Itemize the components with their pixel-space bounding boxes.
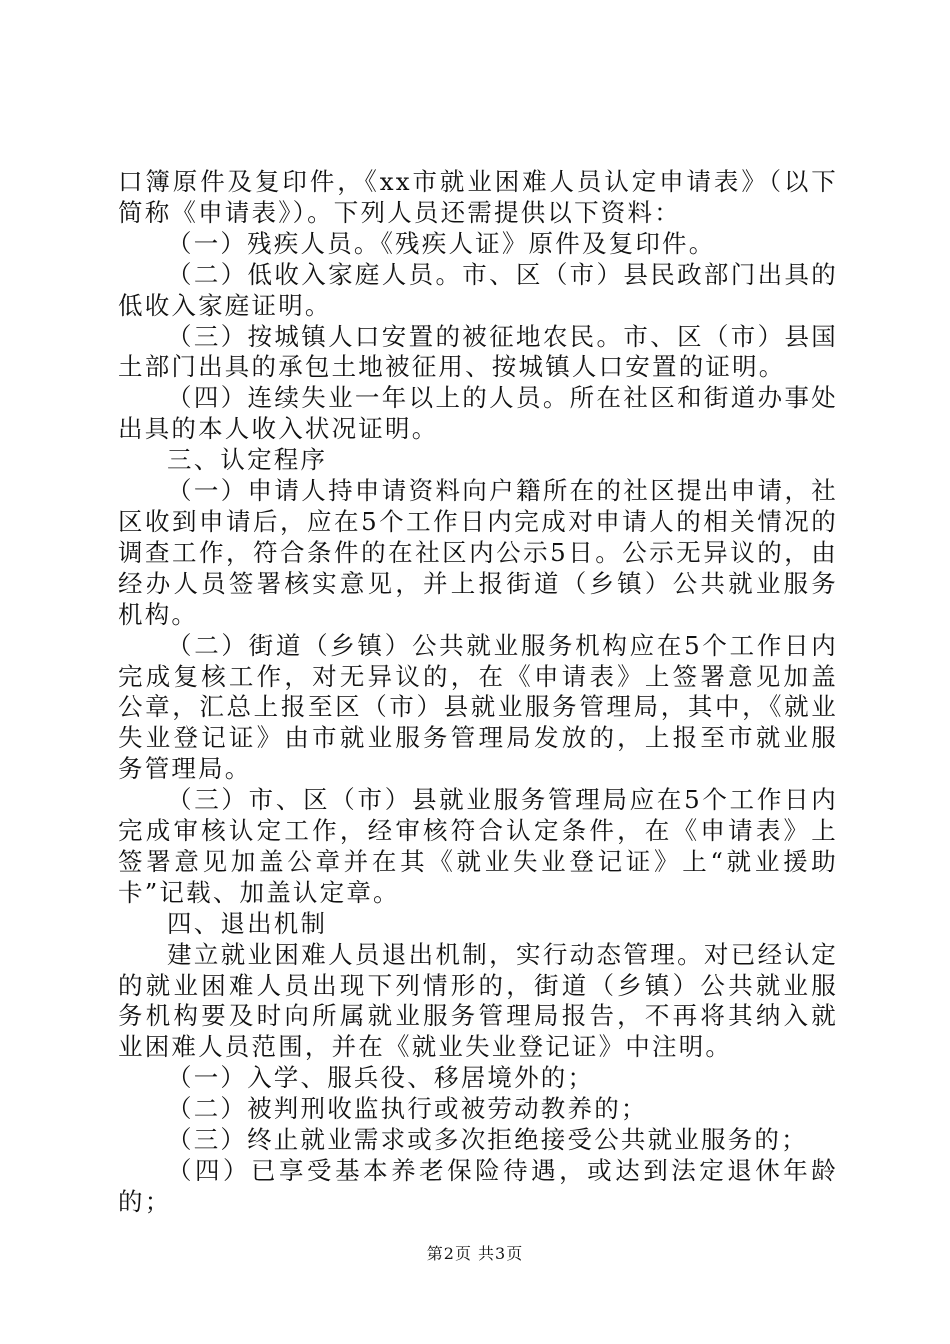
list-item: （四）已享受基本养老保险待遇，或达到法定退休年龄的； [118,1156,838,1216]
paragraph: （三）市、区（市）县就业服务管理局应在5个工作日内完成审核认定工作，经审核符合认定条件，在《申请表》上签署意见加盖公章并在其《就业失业登记证》上“就业援助卡”记载、加盖认定章。 [118,785,838,907]
page-number: 第2页 共3页 [426,1244,524,1263]
paragraph: （一）申请人持申请资料向户籍所在的社区提出申请，社区收到申请后，应在5个工作日内完成对申请人的相关情况的调查工作，符合条件的在社区内公示5日。公示无异议的，由经办人员签署核实意见，并上报街道（乡镇）公共就业服务机构。 [118,476,838,629]
section-heading: 三、认定程序 [167,445,328,475]
list-item: （三）终止就业需求或多次拒绝接受公共就业服务的； [167,1125,808,1155]
document-body [118,167,838,1218]
paragraph: （一）残疾人员。《残疾人证》原件及复印件。 [167,228,716,258]
page-footer [0,1244,950,1264]
paragraph: （四）连续失业一年以上的人员。所在社区和街道办事处出具的本人收入状况证明。 [118,383,838,444]
section-heading: 四、退出机制 [167,908,328,938]
paragraph: （三）按城镇人口安置的被征地农民。市、区（市）县国土部门出具的承包土地被征用、按城镇人口安置的证明。 [118,321,838,382]
list-item: （一）入学、服兵役、移居境外的； [167,1063,595,1093]
paragraph: （二）低收入家庭人员。市、区（市）县民政部门出具的低收入家庭证明。 [118,259,838,320]
paragraph: （二）街道（乡镇）公共就业服务机构应在5个工作日内完成复核工作，对无异议的，在《申请表》上签署意见加盖公章，汇总上报至区（市）县就业服务管理局，其中，《就业失业登记证》由市就业服务管理局发放的，上报至市就业服务管理局。 [118,630,838,784]
list-item: （二）被判刑收监执行或被劳动教养的； [167,1094,648,1124]
paragraph: 口簿原件及复印件，《xx市就业困难人员认定申请表》（以下简称《申请表》）。下列人员还需提供以下资料： [118,167,838,227]
paragraph: 建立就业困难人员退出机制，实行动态管理。对已经认定的就业困难人员出现下列情形的，街道（乡镇）公共就业服务机构要及时向所属就业服务管理局报告，不再将其纳入就业困难人员范围，并在《就业失业登记证》中注明。 [118,939,838,1062]
